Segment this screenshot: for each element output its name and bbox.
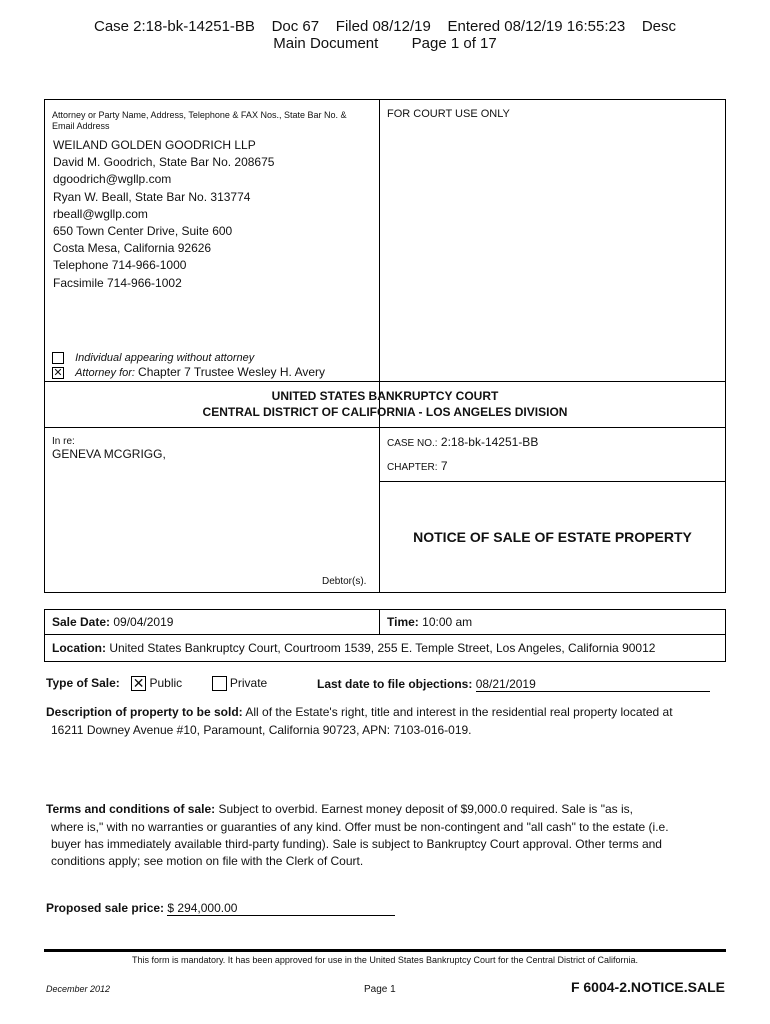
attorney-label: Attorney or Party Name, Address, Telephone & FAX Nos., State Bar No. & — [52, 110, 347, 120]
terms-line4: conditions apply; see motion on file with the Clerk of Court. — [51, 854, 364, 868]
attorney-block — [53, 137, 274, 292]
description-label: Description of property to be sold: — [46, 705, 243, 719]
private-label: Private — [229, 676, 268, 690]
case-no-row — [387, 435, 538, 449]
court-top-line — [44, 381, 726, 382]
caption-divider — [379, 99, 380, 593]
attorney-for-value: Chapter 7 Trustee Wesley H. Avery — [138, 365, 326, 379]
sale-box-divider — [44, 634, 726, 635]
attorney-line: Facsimile 714-966-1002 — [53, 275, 182, 290]
notice-title: NOTICE OF SALE OF ESTATE PROPERTY — [413, 529, 692, 545]
in-re-label: In re: — [52, 436, 75, 447]
case-header-line1: Case 2:18-bk-14251-BB Doc 67 Filed 08/12/19 Entered 08/12/19 16:55:23 Desc — [93, 18, 677, 35]
public-label: Public — [149, 676, 183, 690]
case-no-value: 2:18-bk-14251-BB — [440, 435, 539, 449]
footer-form-id: F 6004-2.NOTICE.SALE — [570, 979, 725, 995]
terms-line3: buyer has immediately available third-party funding). Sale is subject to Bankruptcy Court approval. Other terms and — [51, 837, 662, 851]
price-row — [46, 901, 395, 916]
sale-date-row — [52, 615, 173, 629]
without-attorney-label: Individual appearing without attorney — [75, 352, 255, 364]
footer-page: Page 1 — [364, 984, 396, 995]
objections-row — [317, 677, 710, 692]
court-use-label: FOR COURT USE ONLY — [387, 108, 510, 120]
case-no-divider — [379, 481, 726, 482]
court-bottom-line — [44, 427, 726, 428]
terms-line1: Subject to overbid. Earnest money deposit of $9,000.0 required. Sale is "as is, — [218, 802, 633, 816]
attorney-line: Ryan W. Beall, State Bar No. 313774 — [53, 189, 251, 204]
attorney-for-checkbox[interactable]: ✕ — [53, 367, 63, 380]
attorney-line: David M. Goodrich, State Bar No. 208675 — [53, 155, 275, 170]
type-of-sale-label: Type of Sale: — [46, 676, 120, 690]
sale-time-label: Time: — [387, 615, 419, 629]
attorney-line: dgoodrich@wgllp.com — [53, 172, 172, 187]
attorney-line: WEILAND GOLDEN GOODRICH LLP — [53, 138, 256, 152]
chapter-label: CHAPTER: — [387, 462, 438, 473]
court-name-line2: CENTRAL DISTRICT OF CALIFORNIA - LOS ANGELES DIVISION — [202, 405, 568, 419]
terms-line2: where is," with no warranties or guaranties of any kind. Offer must be non-contingent and "all cash" to the estate (i.e. — [51, 820, 669, 834]
without-attorney-checkbox[interactable] — [52, 352, 64, 364]
footer-rule — [44, 949, 726, 952]
sale-date-value: 09/04/2019 — [113, 615, 174, 629]
objections-value: 08/21/2019 — [476, 677, 710, 692]
attorney-line: rbeall@wgllp.com — [53, 206, 148, 221]
price-value: $ 294,000.00 — [167, 901, 395, 916]
chapter-row — [387, 459, 448, 473]
location-value: United States Bankruptcy Court, Courtroom 1539, 255 E. Temple Street, Los Angeles, California 90012 — [109, 641, 656, 655]
description-line1: All of the Estate's right, title and interest in the residential real property located at — [245, 705, 673, 719]
public-checkbox[interactable]: ✕ — [132, 675, 145, 692]
terms-label: Terms and conditions of sale: — [46, 802, 216, 816]
chapter-value: 7 — [440, 459, 448, 473]
attorney-for-row — [52, 365, 325, 380]
sale-date-label: Sale Date: — [52, 615, 111, 629]
debtor-label: Debtor(s). — [322, 576, 367, 587]
objections-label: Last date to file objections: — [317, 677, 473, 691]
attorney-for-label: Attorney for: — [75, 367, 135, 379]
sale-time-value: 10:00 am — [422, 615, 473, 629]
without-attorney-row — [52, 351, 254, 365]
footer-date: December 2012 — [46, 984, 111, 994]
court-name-line1: UNITED STATES BANKRUPTCY COURT — [271, 389, 499, 403]
sale-time-divider — [379, 609, 380, 635]
terms-row — [46, 802, 633, 816]
attorney-label-2: Email Address — [52, 121, 110, 131]
location-label: Location: — [52, 641, 106, 655]
private-checkbox[interactable] — [212, 676, 227, 691]
description-row — [46, 705, 673, 719]
footer-mandatory: This form is mandatory. It has been approved for use in the United States Bankruptcy Court for the Central District of California. — [131, 955, 639, 965]
attorney-line: 650 Town Center Drive, Suite 600 — [53, 224, 233, 239]
case-no-label: CASE NO.: — [387, 438, 438, 449]
price-label: Proposed sale price: — [46, 901, 165, 915]
debtor-name: GENEVA MCGRIGG, — [52, 447, 166, 461]
type-of-sale-row — [46, 676, 267, 691]
description-line2: 16211 Downey Avenue #10, Paramount, California 90723, APN: 7103-016-019. — [51, 723, 472, 737]
attorney-line: Costa Mesa, California 92626 — [53, 241, 212, 256]
location-row — [52, 641, 655, 655]
case-header-line2: Main Document Page 1 of 17 — [273, 35, 497, 52]
sale-time-row — [387, 615, 472, 629]
attorney-line: Telephone 714-966-1000 — [53, 258, 187, 273]
